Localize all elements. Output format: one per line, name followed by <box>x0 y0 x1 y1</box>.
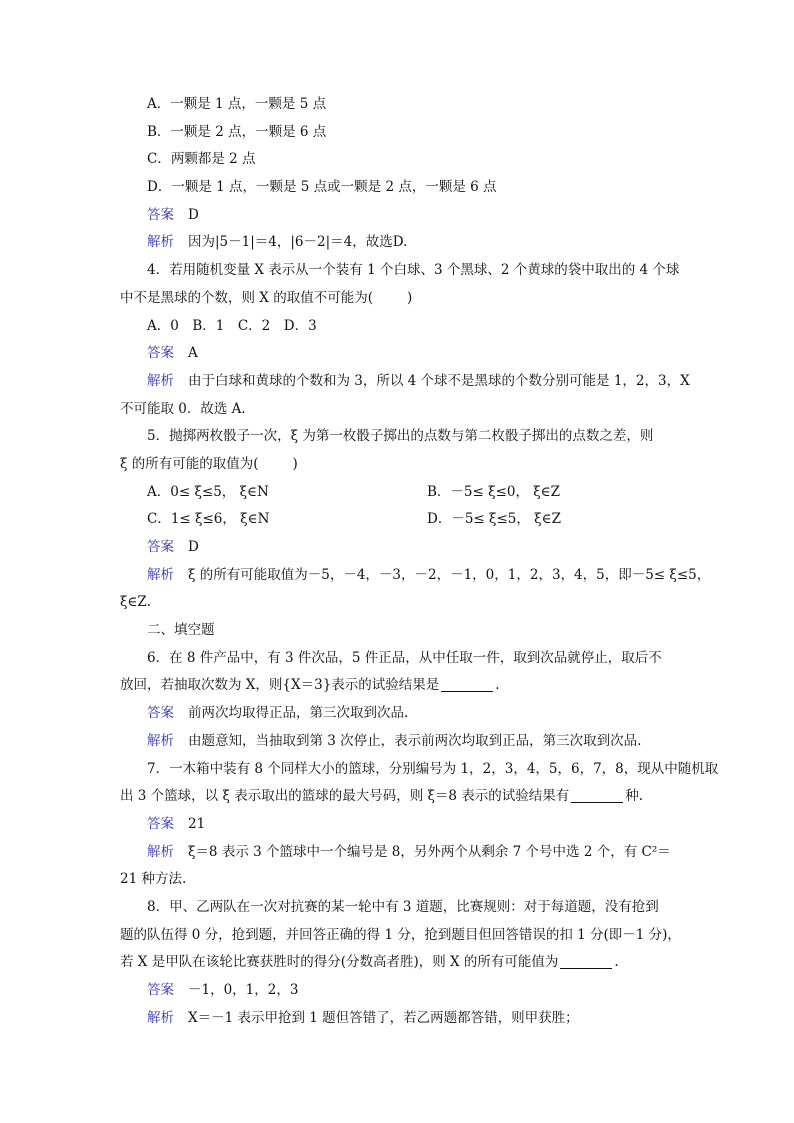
q4-answer <box>120 340 676 368</box>
q8-analysis-text: X＝－1 表示甲抢到 1 题但答错了，若乙两题都答错，则甲获胜； <box>188 1009 579 1026</box>
q5-analysis-text: ξ 的所有可能取值为－5，－4，－3，－2，－1，0，1，2，3，4，5，即－5≤ ξ≤5， <box>188 566 711 583</box>
q7-stem-line1: 7．一木箱中装有 8 个同样大小的篮球，分别编号为 1，2，3，4，5，6，7，8，现从中随机取 <box>147 760 719 777</box>
q5-stem-close: ) <box>292 455 298 472</box>
q5-option-c: C．1≤ ξ≤6， ξ∈N <box>147 511 270 528</box>
answer-label: 答案 <box>147 982 174 998</box>
q7-answer <box>120 811 676 839</box>
q3-analysis-text: 因为|5－1|＝4，|6－2|＝4，故选D. <box>188 234 408 251</box>
q7-analysis-line1 <box>120 839 676 867</box>
q8-blank <box>560 952 612 969</box>
q8-stem-line1: 8．甲、乙两队在一次对抗赛的某一轮中有 3 道题，比赛规则：对于每道题，没有抢到 <box>147 898 659 915</box>
q7-stem-line2 <box>120 783 676 811</box>
q6-stem-line1: 6．在 8 件产品中，有 3 件次品，5 件正品，从中任取一件，取到次品就停止，取后不 <box>147 649 662 666</box>
q5-analysis-line2: ξ∈Z. <box>120 594 151 611</box>
q5-option-a: A．0≤ ξ≤5， ξ∈N <box>147 483 269 500</box>
section-heading: 二、填空题 <box>147 622 215 639</box>
q5-stem-text: ξ 的所有可能的取值为( <box>120 455 259 472</box>
q4-stem-line1: 4．若用随机变量 X 表示从一个装有 1 个白球、3 个黑球、2 个黄球的袋中取出的 4 个球 <box>147 262 680 279</box>
answer-label: 答案 <box>147 815 174 832</box>
q6-stem-text: 放回，若抽取次数为 X，则{X＝3}表示的试验结果是 <box>120 677 440 694</box>
q7-stem-end: 种. <box>625 788 644 805</box>
q5-answer-value: D <box>188 539 199 555</box>
q6-blank <box>441 675 493 692</box>
q4-stem-line2 <box>120 285 676 313</box>
q6-stem-line2 <box>120 672 676 700</box>
q5-answer <box>120 534 676 562</box>
q6-analysis <box>120 728 676 756</box>
q6-answer-value: 前两次均取得正品，第三次取到次品. <box>188 705 409 722</box>
q3-answer-value: D <box>188 206 199 223</box>
q7-blank <box>571 786 623 803</box>
q5-stem-line2 <box>120 451 676 479</box>
q6-analysis-text: 由题意知，当抽取到第 3 次停止，表示前两次均取到正品，第三次取到次品. <box>188 732 642 749</box>
q3-analysis <box>120 229 676 257</box>
q5-stem-line1: 5．抛掷两枚骰子一次，ξ 为第一枚骰子掷出的点数与第二枚骰子掷出的点数之差，则 <box>147 428 654 445</box>
q3-option-b: B．一颗是 2 点，一颗是 6 点 <box>147 123 327 140</box>
q7-stem-text: 出 3 个篮球，以 ξ 表示取出的篮球的最大号码，则 ξ＝8 表示的试验结果有 <box>120 788 570 805</box>
analysis-label: 解析 <box>147 843 174 860</box>
q3-option-d: D．一颗是 1 点，一颗是 5 点或一颗是 2 点，一颗是 6 点 <box>147 179 497 196</box>
q5-option-b: B．－5≤ ξ≤0， ξ∈Z <box>427 483 561 500</box>
q6-answer <box>120 700 676 728</box>
q5-options-row2 <box>120 506 676 534</box>
analysis-label: 解析 <box>147 1009 174 1026</box>
q4-answer-value: A <box>188 345 198 362</box>
q5-options-row1 <box>120 479 676 507</box>
q4-options: A．0 B．1 C．2 D．3 <box>147 317 317 334</box>
q3-answer <box>120 202 676 230</box>
analysis-label: 解析 <box>147 234 174 251</box>
analysis-label: 解析 <box>147 732 174 749</box>
q3-option-c: C．两颗都是 2 点 <box>147 151 256 168</box>
q7-analysis-line2: 21 种方法. <box>120 871 187 888</box>
q8-stem-line2: 题的队伍得 0 分，抢到题，并回答正确的得 1 分，抢到题目但回答错误的扣 1 分(即－1 分)， <box>120 926 681 943</box>
q8-stem-line3 <box>120 949 676 977</box>
q3-option-a: A．一颗是 1 点，一颗是 5 点 <box>147 96 327 112</box>
q8-answer-value: －1，0，1，2，3 <box>188 982 299 998</box>
q4-analysis-line2: 不可能取 0．故选 A. <box>120 400 246 417</box>
q8-stem-end: . <box>614 954 619 971</box>
q7-answer-value: 21 <box>188 815 206 832</box>
q4-stem-close: ) <box>406 289 413 306</box>
answer-label: 答案 <box>147 705 174 722</box>
q5-option-d: D．－5≤ ξ≤5， ξ∈Z <box>427 511 561 528</box>
q8-stem-text: 若 X 是甲队在该轮比赛获胜时的得分(分数高者胜)，则 X 的所有可能值为 <box>120 954 559 971</box>
answer-label: 答案 <box>147 206 174 223</box>
q4-analysis-line1 <box>120 368 690 396</box>
answer-label: 答案 <box>147 345 174 362</box>
analysis-label: 解析 <box>147 372 174 389</box>
q8-analysis <box>120 1005 676 1033</box>
answer-label: 答案 <box>147 539 174 555</box>
q4-analysis-text: 由于白球和黄球的个数和为 3，所以 4 个球不是黑球的个数分别可能是 1，2，3，X <box>188 372 690 389</box>
document-body <box>120 91 719 1032</box>
analysis-label: 解析 <box>147 566 174 583</box>
q4-stem-text: 中不是黑球的个数，则 X 的取值不可能为( <box>120 289 373 306</box>
q7-analysis-text: ξ＝8 表示 3 个篮球中一个编号是 8，另外两个从剩余 7 个号中选 2 个，有 C²＝ <box>188 843 671 860</box>
q6-stem-end: . <box>495 677 500 694</box>
q5-analysis-line1 <box>120 562 711 590</box>
q8-answer <box>120 977 676 1005</box>
